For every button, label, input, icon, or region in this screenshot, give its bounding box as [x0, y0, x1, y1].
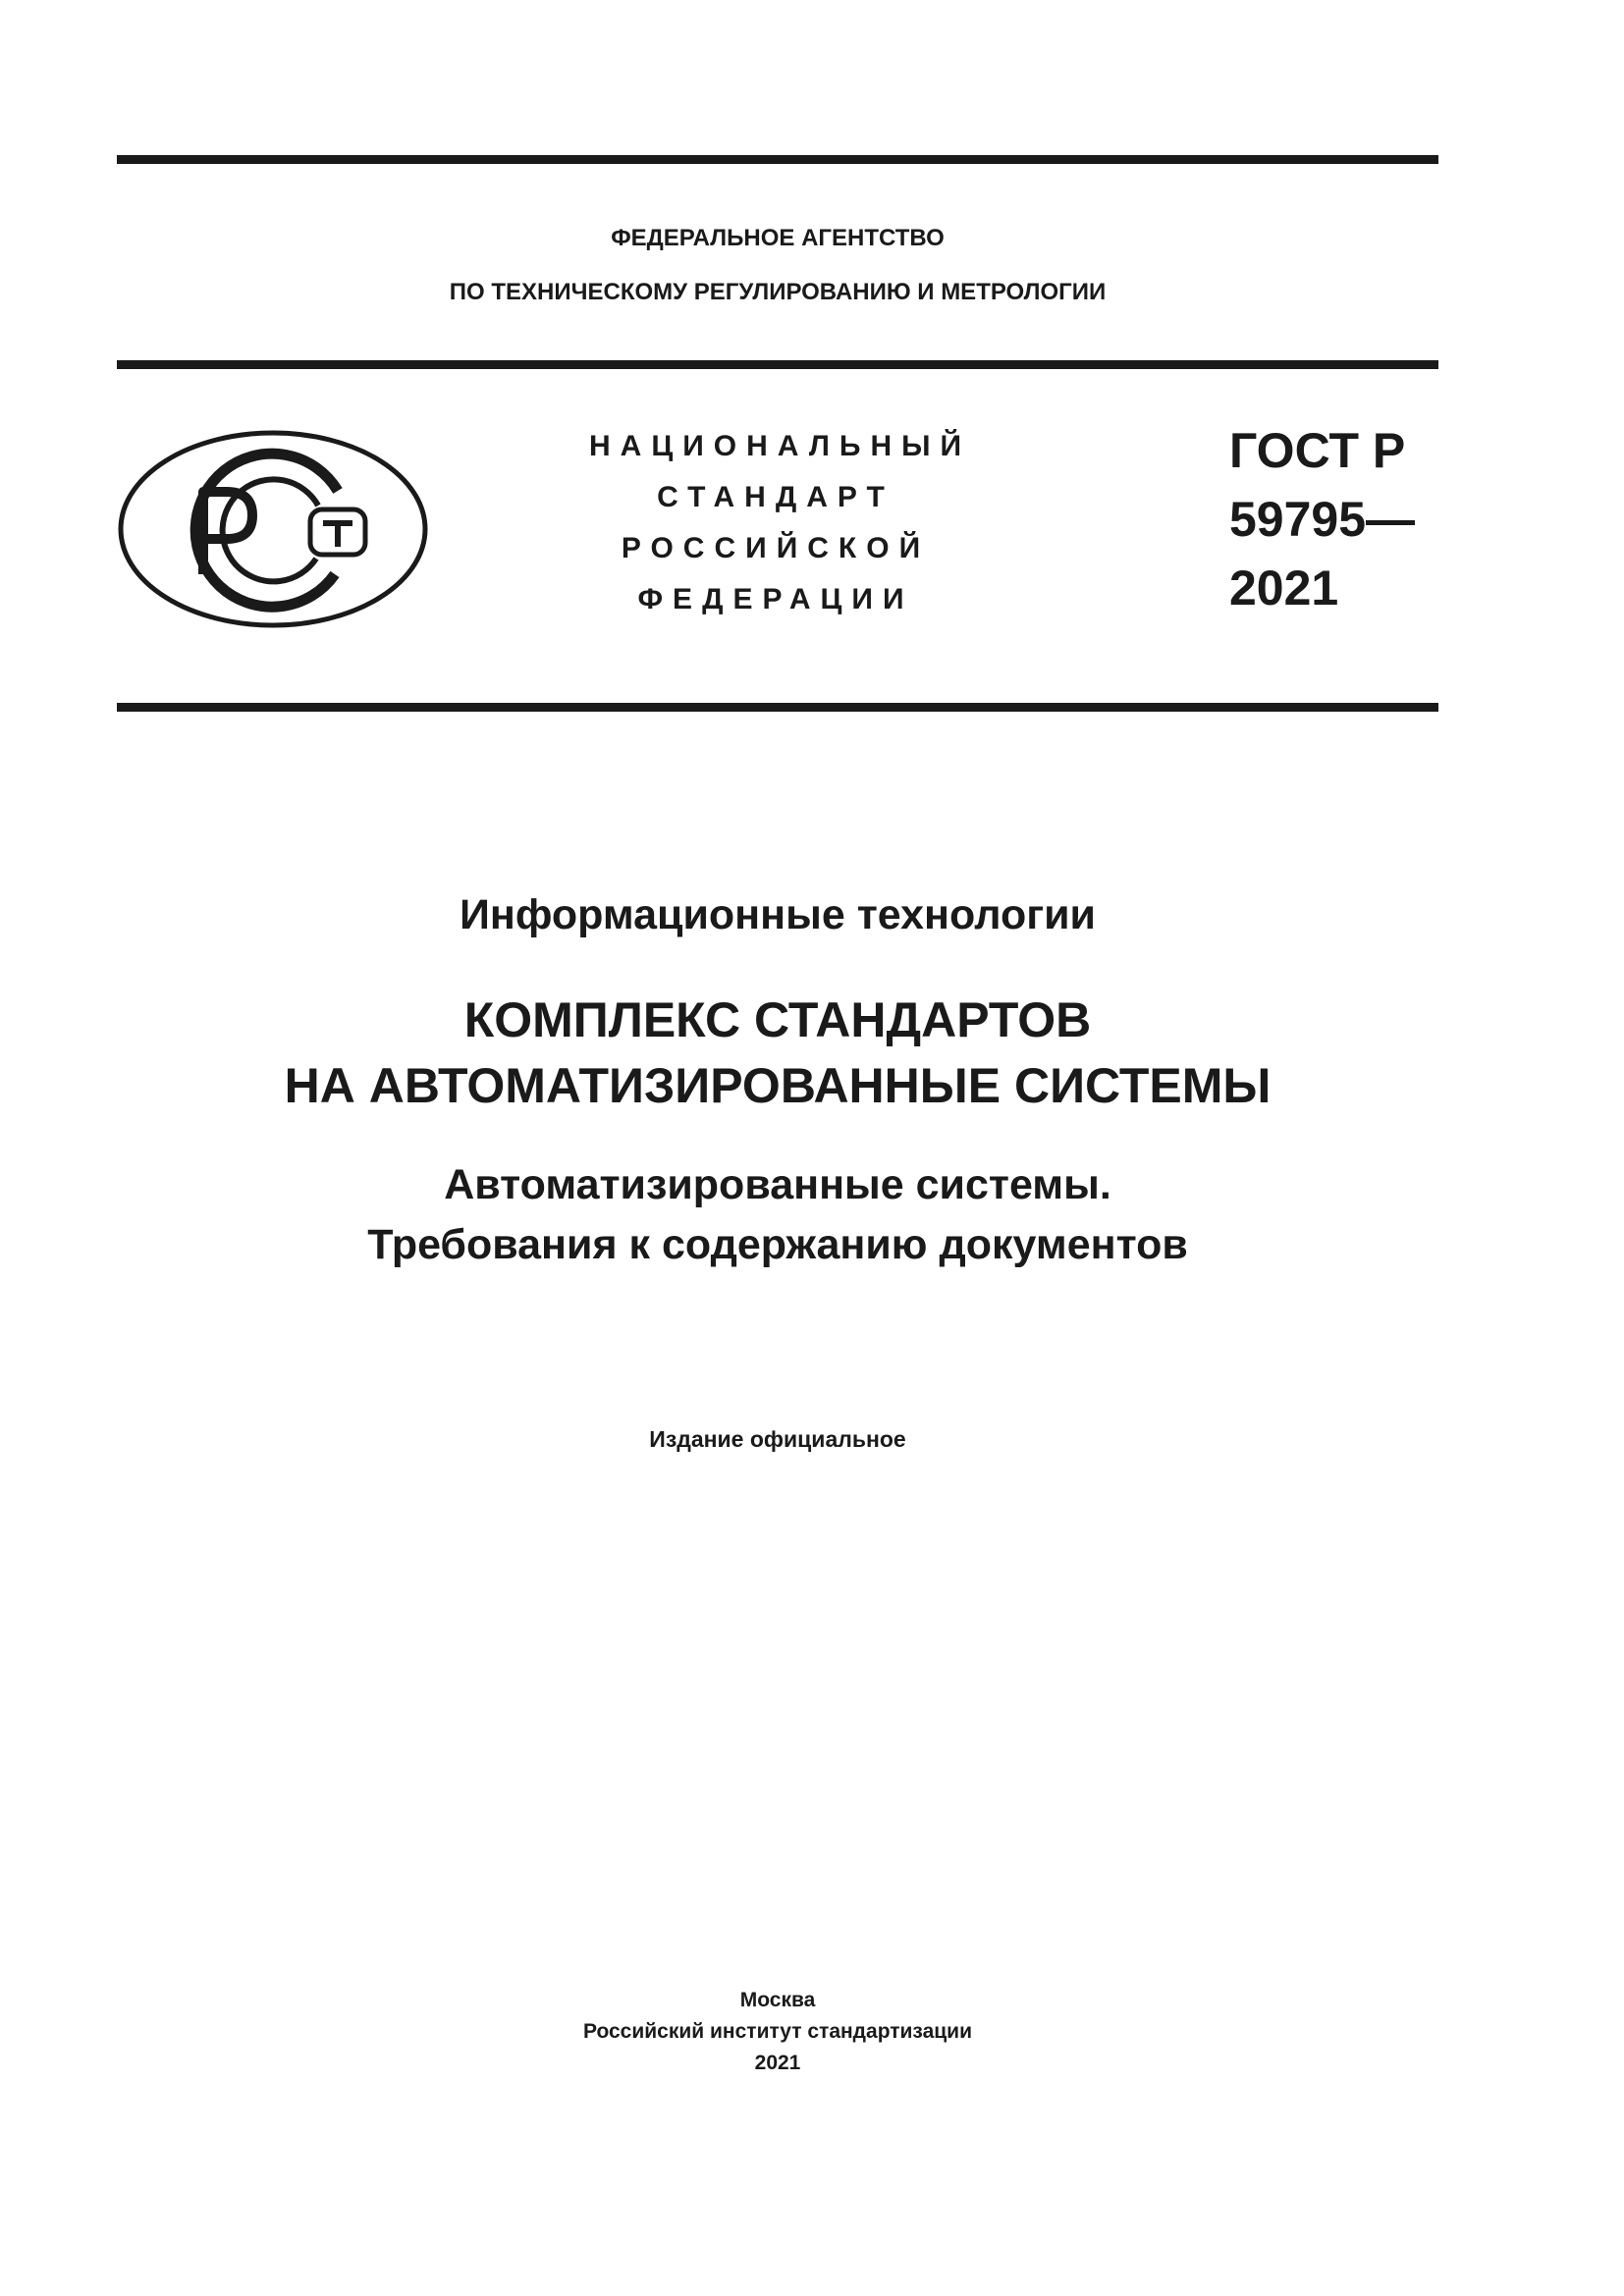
- top-rule: [117, 155, 1438, 164]
- imprint-year: 2021: [754, 2052, 801, 2074]
- national-standard-line4: ФЕДЕРАЦИИ: [637, 583, 914, 615]
- document-subtitle-line2: Требования к содержанию документов: [367, 1221, 1188, 1268]
- complex-title-line2: НА АВТОМАТИЗИРОВАННЫЕ СИСТЕМЫ: [284, 1058, 1272, 1113]
- complex-title-line1: КОМПЛЕКС СТАНДАРТОВ: [463, 992, 1092, 1047]
- document-subject: Информационные технологии: [459, 891, 1096, 938]
- imprint-city: Москва: [739, 1989, 816, 2011]
- national-standard-line3: РОССИЙСКОЙ: [621, 532, 931, 564]
- document-subtitle-line1: Автоматизированные системы.: [444, 1161, 1111, 1208]
- rst-conformity-mark-icon: [117, 429, 429, 629]
- agency-name-line1: ФЕДЕРАЛЬНОЕ АГЕНТСТВО: [611, 225, 945, 251]
- national-standard-line2: СТАНДАРТ: [657, 481, 894, 513]
- agency-name-line2: ПО ТЕХНИЧЕСКОМУ РЕГУЛИРОВАНИЮ И МЕТРОЛОГИИ: [449, 279, 1107, 305]
- standard-designation-line2: 59795—: [1229, 492, 1416, 547]
- agency-divider-rule: [117, 360, 1438, 369]
- standard-designation-line1: ГОСТ Р: [1229, 423, 1406, 478]
- imprint-publisher: Российский институт стандартизации: [582, 2020, 973, 2043]
- standard-designation-line3: 2021: [1229, 561, 1339, 615]
- edition-label: Издание официальное: [649, 1426, 906, 1452]
- national-standard-line1: НАЦИОНАЛЬНЫЙ: [589, 430, 972, 462]
- standard-divider-rule: [117, 703, 1438, 712]
